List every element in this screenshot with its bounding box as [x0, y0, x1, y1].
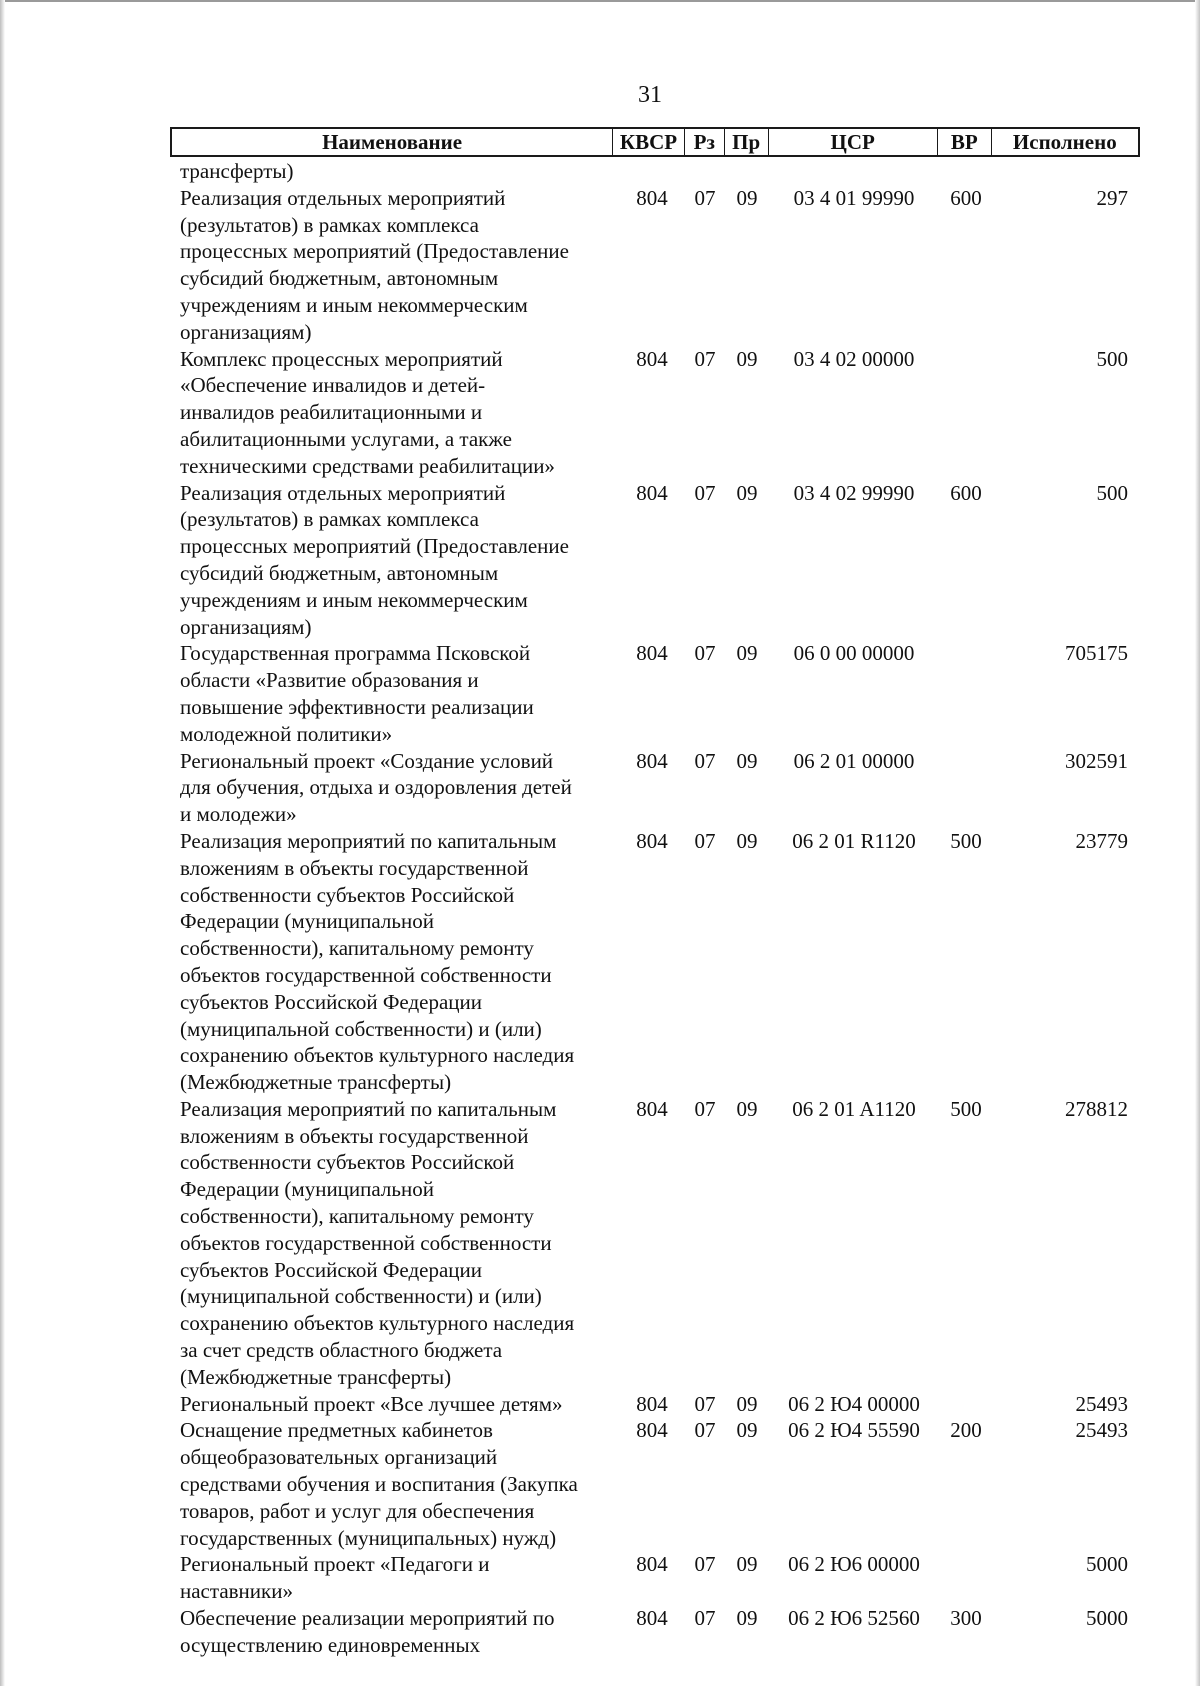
row-vr	[939, 1391, 993, 1418]
row-executed	[993, 158, 1140, 185]
row-kvsr: 804	[636, 641, 668, 666]
table-row	[170, 640, 1140, 747]
row-rz: 07	[694, 185, 716, 210]
row-kvsr	[613, 158, 685, 185]
row-kvsr: 804	[636, 828, 668, 853]
row-rz: 07	[694, 346, 716, 371]
header-executed: Исполнено	[1012, 130, 1117, 154]
row-kvsr: 804	[636, 185, 668, 210]
header-rz: Рз	[685, 129, 725, 155]
table-row	[170, 480, 1140, 641]
row-csr: 06 2 01 R1120	[792, 828, 916, 853]
row-kvsr: 804	[636, 480, 668, 505]
row-vr: 600	[950, 185, 982, 210]
row-name: Государственная программа Псковской области «Развитие образования и повышение эффективности реализации молодежной политики»	[180, 641, 534, 746]
header-vr: ВР	[938, 129, 992, 155]
row-kvsr: 804	[636, 1552, 668, 1577]
row-csr: 06 2 Ю4 00000	[788, 1391, 920, 1416]
row-vr: 500	[950, 1096, 982, 1121]
page-number: 31	[638, 82, 662, 108]
row-name: Реализация отдельных мероприятий (результатов) в рамках комплекса процессных мероприятий (Предоставление субсидий бюджетным, автономным учреждениям и иным некоммерческим организациям)	[180, 480, 569, 639]
row-name: Реализация отдельных мероприятий (результатов) в рамках комплекса процессных мероприятий (Предоставление субсидий бюджетным, автономным учреждениям и иным некоммерческим организациям)	[180, 185, 569, 344]
header-pr: Пр	[725, 129, 769, 155]
row-name: Комплекс процессных мероприятий «Обеспечение инвалидов и детей- инвалидов реабилитационными и абилитационными услугами, а также техническими средствами реабилитации»	[180, 346, 555, 478]
row-name: трансферты)	[180, 159, 294, 183]
row-rz: 07	[694, 748, 716, 773]
row-pr: 09	[736, 748, 758, 773]
row-executed: 500	[1096, 480, 1128, 505]
row-pr: 09	[736, 480, 758, 505]
row-pr: 09	[736, 641, 758, 666]
row-executed: 5000	[1086, 1552, 1128, 1577]
row-kvsr: 804	[636, 1391, 668, 1416]
table-row	[170, 1605, 1140, 1659]
row-vr: 200	[950, 1418, 982, 1443]
table-body	[170, 158, 1140, 1659]
row-name: Региональный проект «Все лучшее детям»	[180, 1391, 563, 1416]
row-executed: 5000	[1086, 1606, 1128, 1631]
row-rz: 07	[694, 1606, 716, 1631]
scan-edge-right	[1195, 0, 1200, 1686]
table-row	[170, 748, 1140, 828]
row-name: Региональный проект «Создание условий для обучения, отдыха и оздоровления детей и молодежи»	[180, 748, 572, 827]
row-executed: 278812	[1065, 1096, 1128, 1121]
table-row	[170, 1096, 1140, 1391]
row-vr: 300	[950, 1606, 982, 1631]
header-kvsr: КВСР	[613, 129, 685, 155]
row-csr: 06 0 00 00000	[793, 641, 915, 666]
header-csr: ЦСР	[769, 129, 938, 155]
row-kvsr: 804	[636, 1096, 668, 1121]
row-executed: 25493	[1075, 1391, 1128, 1416]
row-pr: 09	[736, 185, 758, 210]
row-pr: 09	[736, 346, 758, 371]
row-rz: 07	[694, 1096, 716, 1121]
row-csr: 06 2 Ю6 52560	[788, 1606, 920, 1631]
row-vr: 500	[950, 828, 982, 853]
row-csr: 06 2 Ю6 00000	[788, 1552, 920, 1577]
row-executed: 23779	[1075, 828, 1128, 853]
row-csr: 06 2 Ю4 55590	[788, 1418, 920, 1443]
row-pr	[725, 158, 769, 185]
row-pr: 09	[736, 828, 758, 853]
row-name: Обеспечение реализации мероприятий по осуществлению единовременных	[180, 1606, 555, 1657]
row-vr: 600	[950, 480, 982, 505]
row-name: Региональный проект «Педагоги и наставники»	[180, 1552, 490, 1604]
row-pr: 09	[736, 1096, 758, 1121]
row-executed: 705175	[1065, 641, 1128, 666]
table-row	[170, 1391, 1140, 1418]
row-rz	[685, 158, 725, 185]
scan-edge-left	[0, 0, 5, 1686]
row-rz: 07	[694, 1391, 716, 1416]
row-name: Реализация мероприятий по капитальным вложениям в объекты государственной собственности субъектов Российской Федерации (муниципальной собственности), капитальному ремонту объектов государственной собственности субъектов Российской Федерации (муниципальной собственности) и (или) сохранению объектов культурного наследия за счет средств областного бюджета (Межбюджетные трансферты)	[180, 1096, 575, 1389]
row-kvsr: 804	[636, 1418, 668, 1443]
table-row	[170, 346, 1140, 480]
row-pr: 09	[736, 1391, 758, 1416]
row-vr	[939, 640, 993, 747]
row-csr: 06 2 01 00000	[793, 748, 915, 773]
row-vr	[939, 346, 993, 480]
row-csr: 03 4 02 00000	[793, 346, 915, 371]
table-row	[170, 828, 1140, 1096]
row-kvsr: 804	[636, 748, 668, 773]
table-header	[170, 127, 1140, 157]
row-kvsr: 804	[636, 1606, 668, 1631]
table-row	[170, 1417, 1140, 1551]
row-vr	[939, 158, 993, 185]
row-pr: 09	[736, 1418, 758, 1443]
scan-edge-top	[0, 0, 1200, 2]
row-executed: 25493	[1075, 1418, 1128, 1443]
table-row	[170, 1551, 1140, 1605]
row-csr: 06 2 01 A1120	[792, 1096, 916, 1121]
table-row	[170, 158, 1140, 185]
header-name: Наименование	[172, 129, 613, 155]
row-pr: 09	[736, 1606, 758, 1631]
table-row	[170, 185, 1140, 346]
row-rz: 07	[694, 1552, 716, 1577]
row-csr: 03 4 01 99990	[793, 185, 915, 210]
row-vr	[939, 748, 993, 828]
row-rz: 07	[694, 641, 716, 666]
row-name: Реализация мероприятий по капитальным вложениям в объекты государственной собственности субъектов Российской Федерации (муниципальной собственности), капитальному ремонту объектов государственной собственности субъектов Российской Федерации (муниципальной собственности) и (или) сохранению объектов культурного наследия (Межбюджетные трансферты)	[180, 828, 575, 1095]
row-name: Оснащение предметных кабинетов общеобразовательных организаций средствами обучения и воспитания (Закупка товаров, работ и услуг для обеспечения государственных (муниципальных) нужд)	[180, 1418, 578, 1550]
row-rz: 07	[694, 1418, 716, 1443]
row-executed: 302591	[1065, 748, 1128, 773]
row-rz: 07	[694, 828, 716, 853]
row-kvsr: 804	[636, 346, 668, 371]
row-executed: 500	[1096, 346, 1128, 371]
row-vr	[939, 1551, 993, 1605]
row-csr: 03 4 02 99990	[793, 480, 915, 505]
row-csr	[769, 158, 939, 185]
row-pr: 09	[736, 1552, 758, 1577]
row-executed: 297	[1096, 185, 1128, 210]
row-rz: 07	[694, 480, 716, 505]
